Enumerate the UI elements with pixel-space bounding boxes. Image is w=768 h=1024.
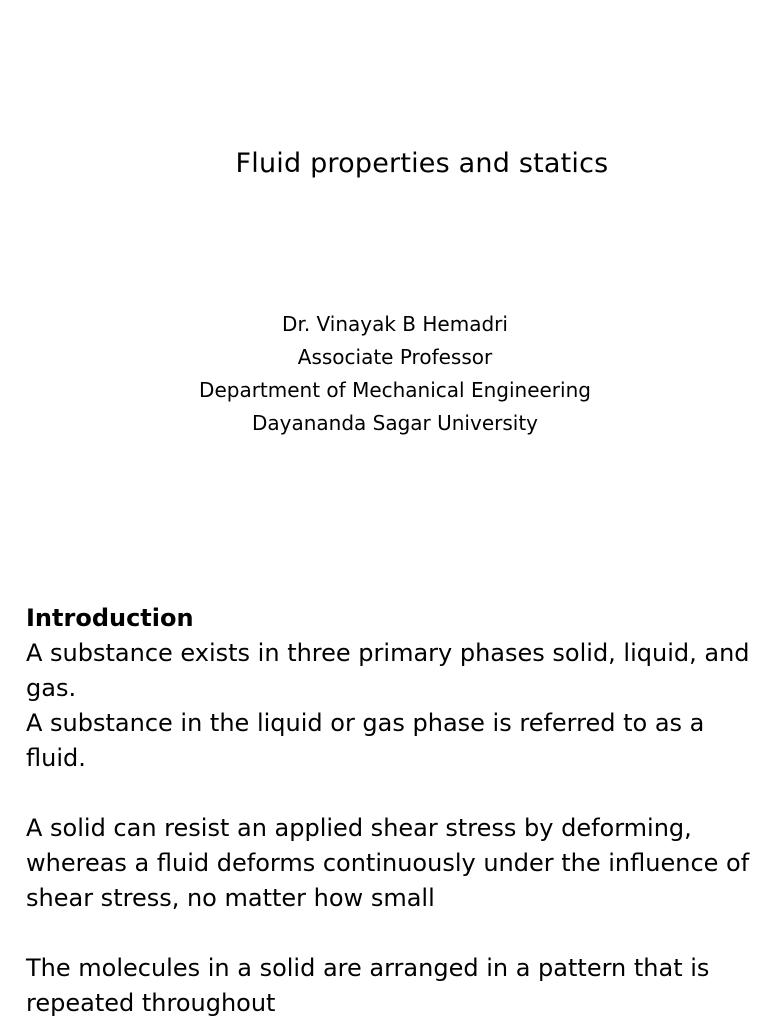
author-position: Associate Professor: [297, 345, 493, 369]
author-block: [0, 308, 768, 440]
paragraph-spacer: [26, 776, 756, 811]
intro-paragraph-molecules: The molecules in a solid are arranged in a pattern that is repeated throughout: [26, 954, 710, 1017]
author-university: Dayananda Sagar University: [251, 411, 539, 435]
author-name: Dr. Vinayak B Hemadri: [282, 312, 508, 336]
intro-paragraph-phases: A substance exists in three primary phases solid, liquid, and gas.: [26, 639, 750, 702]
author-department: Department of Mechanical Engineering: [199, 378, 591, 402]
intro-paragraph-fluid-definition: A substance in the liquid or gas phase is referred to as a fluid.: [26, 709, 705, 772]
intro-paragraph-shear-stress: A solid can resist an applied shear stress by deforming, whereas a fluid deforms continuously under the influence of shear stress, no matter how small: [26, 814, 750, 912]
paragraph-spacer: [26, 916, 756, 951]
introduction-section: [26, 601, 756, 1021]
introduction-heading: Introduction: [26, 604, 194, 632]
page-title: Fluid properties and statics: [235, 148, 609, 179]
